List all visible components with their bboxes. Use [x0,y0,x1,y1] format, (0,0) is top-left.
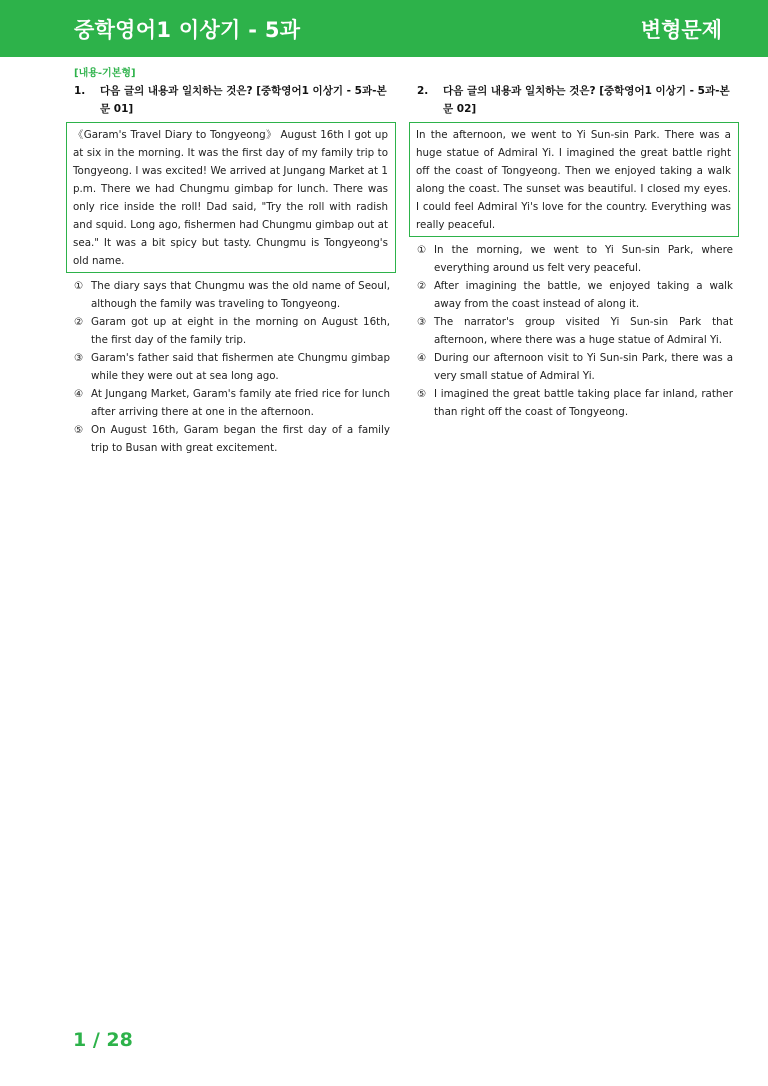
answer-option[interactable] [409,385,739,421]
option-text: At Jungang Market, Garam's family ate fried rice for lunch after arriving there at one in the afternoon. [91,388,390,418]
option-text: The narrator's group visited Yi Sun-sin Park that afternoon, where there was a huge statue of Admiral Yi. [434,316,733,346]
option-text: The diary says that Chungmu was the old name of Seoul, although the family was traveling to Tongyeong. [91,280,390,310]
option-text: I imagined the great battle taking place far inland, rather than right off the coast of Tongyeong. [434,388,733,418]
option-marker: ④ [74,388,84,400]
answer-option[interactable] [66,313,396,349]
option-marker: ① [74,280,84,292]
option-marker: ② [74,316,84,328]
option-text: Garam got up at eight in the morning on August 16th, the first day of the family trip. [91,316,390,346]
option-marker: ⑤ [74,424,84,436]
answer-option[interactable] [409,313,739,349]
question-text: 다음 글의 내용과 일치하는 것은? [중학영어1 이상기 - 5과-본문 01] [100,85,387,115]
option-marker: ③ [417,316,427,328]
question-text: 다음 글의 내용과 일치하는 것은? [중학영어1 이상기 - 5과-본문 02] [443,85,730,115]
answer-option[interactable] [409,241,739,277]
option-text: On August 16th, Garam began the first day of a family trip to Busan with great excitement. [91,424,390,454]
page-number: 1 / 28 [73,1029,133,1051]
option-marker: ④ [417,352,427,364]
option-text: During our afternoon visit to Yi Sun-sin Park, there was a very small statue of Admiral Yi. [434,352,733,382]
option-text: After imagining the battle, we enjoyed taking a walk away from the coast instead of along it. [434,280,733,310]
question-heading [409,82,739,118]
passage-box: 《Garam's Travel Diary to Tongyeong》 August 16th I got up at six in the morning. It was the first day of my family trip to Tongyeong. I was excited! We arrived at Jungang Market at 1 p.m. There we had Chungmu gimbap for lunch. There was only rice inside the roll! Dad said, "Try the roll with radish and squid. Long ago, fishermen had Chungmu gimbap out at sea." It was a bit spicy but tasty. Chungmu is Tongyeong's old name. [66,122,396,273]
header-title: 중학영어1 이상기 - 5과 [74,18,301,42]
question-2 [409,66,739,421]
answer-option[interactable] [66,385,396,421]
question-number: 1. [74,85,86,97]
option-text: In the morning, we went to Yi Sun-sin Park, where everything around us felt very peaceful. [434,244,733,274]
question-category-spacer [417,66,739,82]
passage-box: In the afternoon, we went to Yi Sun-sin Park. There was a huge statue of Admiral Yi. I imagined the great battle right off the coast of Tongyeong. Then we enjoyed taking a walk along the coast. The sunset was beautiful. I closed my eyes. I could feel Admiral Yi's love for the country. Everything was really peaceful. [409,122,739,237]
option-marker: ⑤ [417,388,427,400]
header-label: 변형문제 [640,18,722,42]
answer-option[interactable] [409,277,739,313]
page-header [0,0,768,57]
answer-option[interactable] [66,349,396,385]
question-category: [내용-기본형] [74,68,136,79]
option-marker: ② [417,280,427,292]
option-marker: ① [417,244,427,256]
answer-option[interactable] [66,421,396,457]
answer-option[interactable] [66,277,396,313]
option-text: Garam's father said that fishermen ate Chungmu gimbap while they were out at sea long ago. [91,352,390,382]
question-number: 2. [417,85,429,97]
answer-options [66,277,396,457]
answer-options [409,241,739,421]
question-heading [66,82,396,118]
answer-option[interactable] [409,349,739,385]
question-1 [66,66,396,457]
option-marker: ③ [74,352,84,364]
